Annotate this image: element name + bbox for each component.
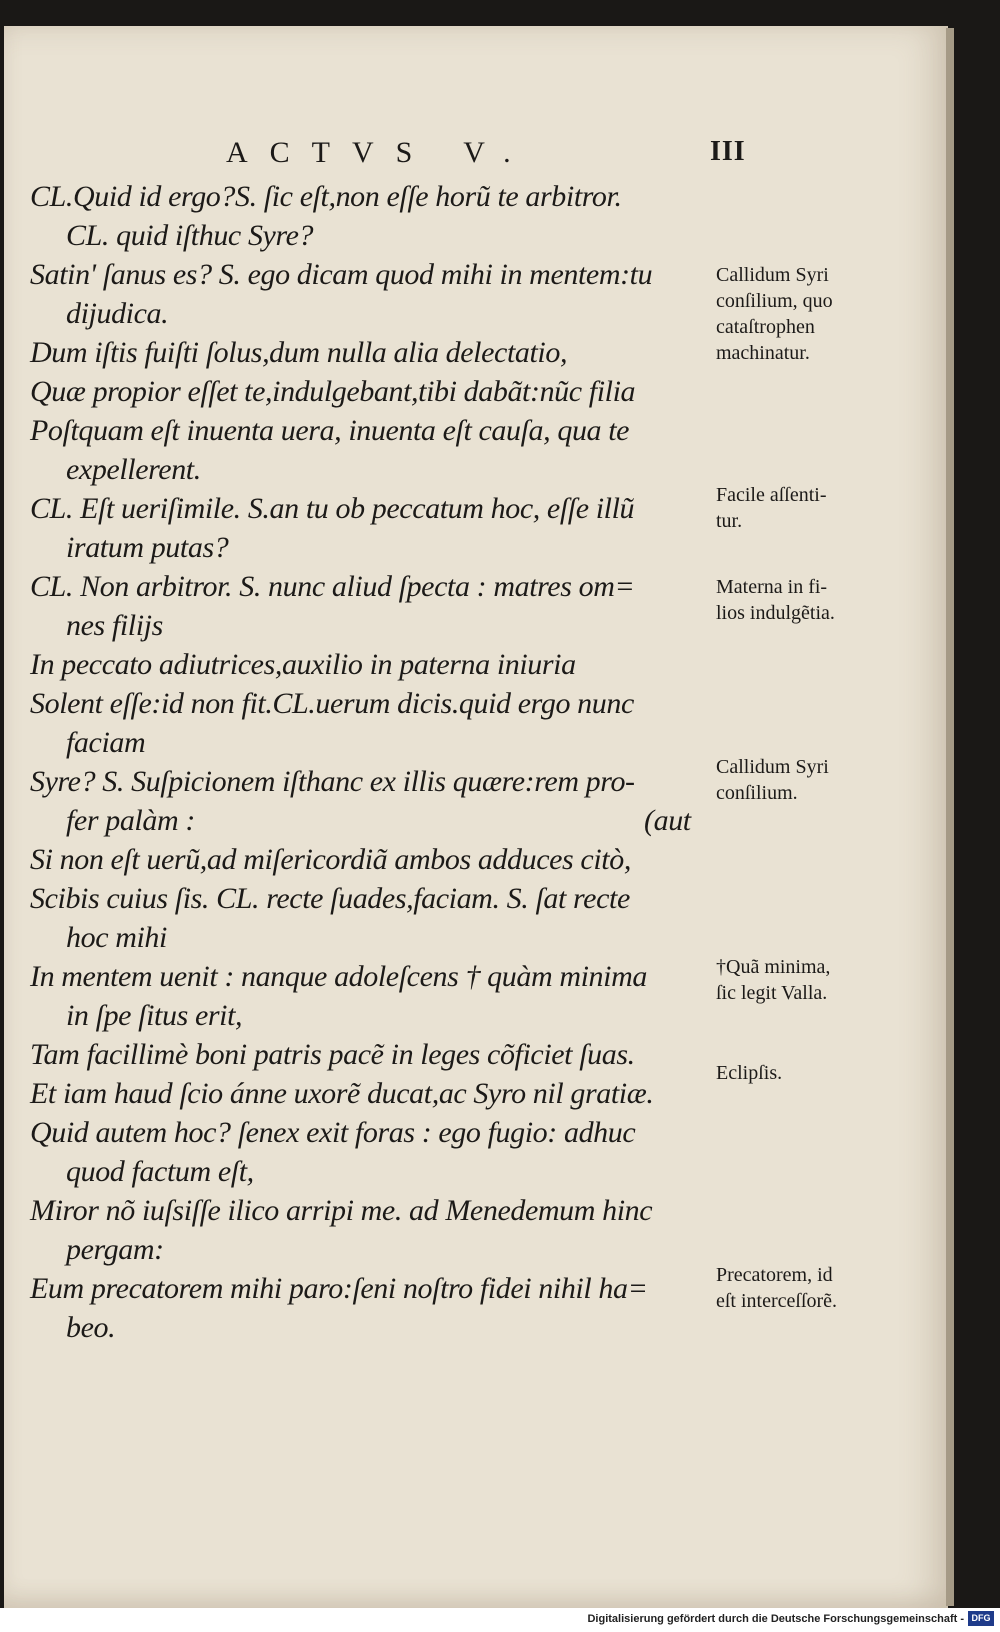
note-line: tur. (716, 510, 743, 532)
folio-number: III (710, 136, 746, 167)
running-title: ACTVS V. (226, 136, 533, 169)
text-line: faciam (66, 726, 146, 759)
text-line: Satin' ſanus es? S. ego dicam quod mihi in mentem:tu (30, 258, 653, 291)
text-line: In mentem uenit : nanque adoleſcens † quàm minima (30, 960, 647, 993)
note-line: machinatur. (716, 342, 810, 364)
marginal-note (716, 954, 894, 1006)
text-line: hoc mihi (66, 921, 167, 954)
text-line: dijudica. (66, 297, 169, 330)
dfg-logo: DFG (968, 1611, 994, 1626)
text-line: Scibis cuius ſis. CL. recte ſuades,faciam. S. ſat recte (30, 882, 630, 915)
text-line: CL. Non arbitror. S. nunc aliud ſpecta : matres om= (30, 570, 635, 603)
marginal-note (716, 754, 894, 806)
text-line: Syre? S. Suſpicionem iſthanc ex illis quære:rem pro- (30, 765, 635, 798)
text-line: Quid autem hoc? ſenex exit foras : ego fugio: adhuc (30, 1116, 636, 1149)
note-line: eſt interceſſorẽ. (716, 1290, 838, 1312)
running-header (4, 136, 948, 176)
note-line: cataſtrophen (716, 316, 815, 338)
note-line: Facile aſſenti- (716, 484, 827, 506)
marginal-note (716, 1262, 894, 1314)
note-line: ſic legit Valla. (716, 982, 828, 1004)
text-line: iratum putas? (66, 531, 229, 564)
page-edge (946, 28, 954, 1606)
text-line: fer palàm : (66, 804, 195, 837)
turn-over-word: (aut (644, 804, 691, 837)
text-line: pergam: (66, 1233, 164, 1266)
text-line: quod factum eſt, (66, 1155, 254, 1188)
marginal-note (716, 482, 894, 534)
note-line: conſilium, quo (716, 290, 833, 312)
text-line: CL.Quid id ergo?S. ſic eſt,non eſſe horũ te arbitror. (30, 180, 622, 213)
note-line: Precatorem, id (716, 1264, 833, 1286)
note-line: conſilium. (716, 782, 798, 804)
funding-credit: Digitalisierung gefördert durch die Deutsche Forschungsgemeinschaft - (587, 1613, 964, 1625)
marginal-note (716, 262, 894, 366)
note-line: Callidum Syri (716, 264, 829, 286)
text-line: in ſpe ſitus erit, (66, 999, 243, 1032)
text-line: Quæ propior eſſet te,indulgebant,tibi dabãt:nũc filia (30, 375, 636, 408)
marginal-note (716, 574, 894, 626)
text-line: Dum iſtis fuiſti ſolus,dum nulla alia delectatio, (30, 336, 568, 369)
text-line: expellerent. (66, 453, 201, 486)
text-line: CL. quid iſthuc Syre? (66, 219, 314, 252)
text-line: Eum precatorem mihi paro:ſeni noſtro fidei nihil ha= (30, 1272, 648, 1305)
note-line: Callidum Syri (716, 756, 829, 778)
text-line: In peccato adiutrices,auxilio in paterna iniuria (30, 648, 576, 681)
text-line: Si non eſt uerũ,ad miſericordiã ambos adduces citò, (30, 843, 631, 876)
text-line: nes filijs (66, 609, 163, 642)
text-line: beo. (66, 1311, 116, 1344)
marginal-note (716, 1060, 894, 1086)
note-line: Eclipſis. (716, 1062, 783, 1084)
text-line: Poſtquam eſt inuenta uera, inuenta eſt cauſa, qua te (30, 414, 630, 447)
text-line: Solent eſſe:id non fit.CL.uerum dicis.quid ergo nunc (30, 687, 634, 720)
text-line: Tam facillimè boni patris pacẽ in leges cõficiet ſuas. (30, 1038, 635, 1071)
text-line: CL. Eſt ueriſimile. S.an tu ob peccatum hoc, eſſe illũ (30, 492, 635, 525)
note-line: †Quã minima, (716, 956, 831, 978)
book-page (4, 26, 948, 1608)
text-line: Miror nõ iuſsiſſe ilico arripi me. ad Menedemum hinc (30, 1194, 653, 1227)
text-line: Et iam haud ſcio ánne uxorẽ ducat,ac Syro nil gratiæ. (30, 1077, 654, 1110)
note-line: Materna in fi- (716, 576, 828, 598)
note-line: lios indulgẽtia. (716, 602, 835, 624)
